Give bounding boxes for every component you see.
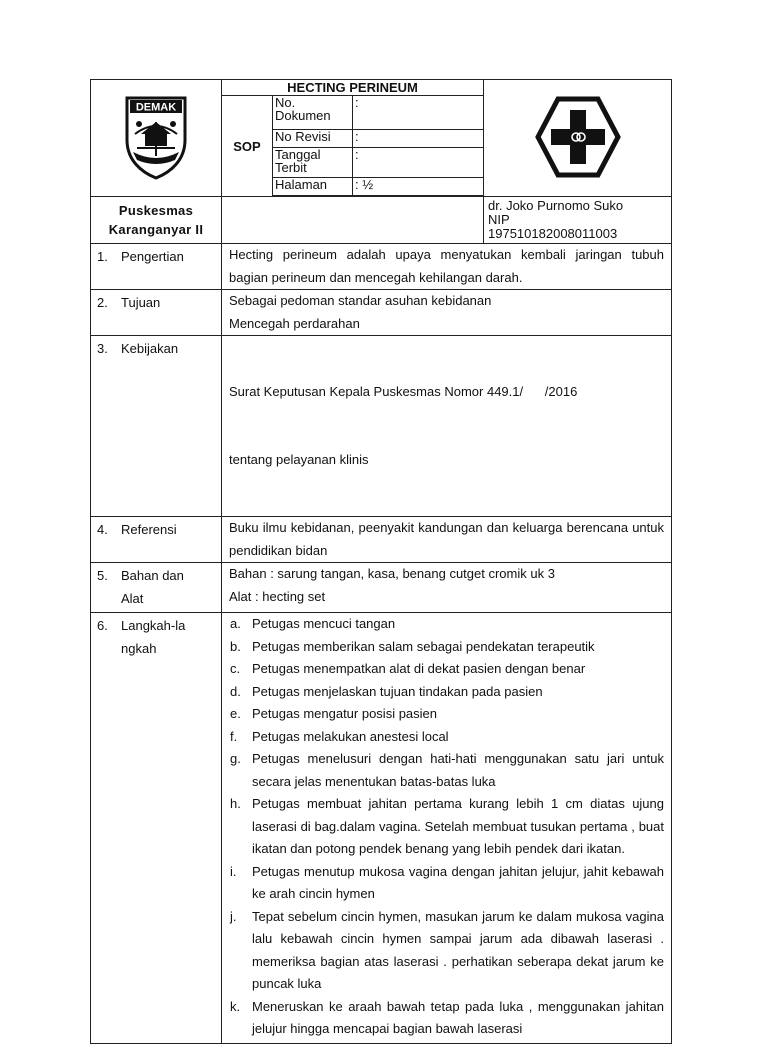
step-item: [222, 748, 671, 793]
step-text: Petugas mencuci tangan: [252, 616, 396, 631]
step-item: [222, 703, 671, 726]
section-row: [91, 336, 672, 517]
step-item: [222, 726, 671, 749]
step-text: Petugas menempatkan alat di dekat pasien dengan benar: [252, 661, 586, 676]
section-row: [91, 290, 672, 336]
section-text: Surat Keputusan Kepala Puskesmas Nomor 449.1/ /2016: [229, 384, 578, 399]
section-number: 2.: [97, 295, 108, 310]
signer-nip: 197510182008011003: [488, 226, 618, 241]
meta-value-no-revisi: :: [353, 130, 484, 148]
section-label: Tujuan: [121, 295, 161, 310]
step-item: [222, 681, 671, 704]
step-text: Petugas menutup mukosa vagina dengan jahitan jelujur, jahit kebawah ke arah cincin hymen: [252, 863, 664, 901]
steps-list: [222, 613, 671, 1041]
step-letter: k.: [230, 998, 241, 1014]
section-row: [91, 563, 672, 613]
meta-label-halaman: Halaman: [273, 178, 353, 196]
step-item: [222, 793, 671, 861]
section-text: Buku ilmu kebidanan, peenyakit kandungan dan keluarga berencana untuk pendidikan bidan: [229, 520, 664, 558]
step-letter: f.: [230, 728, 238, 744]
step-letter: b.: [230, 638, 241, 654]
meta-label-tanggal-terbit: Tanggal Terbit: [273, 148, 353, 178]
section-text: Sebagai pedoman standar asuhan kebidanan: [229, 293, 492, 308]
logo-lettering: DEMAK: [135, 101, 177, 113]
meta-value-tanggal-terbit: :: [353, 148, 484, 178]
step-letter: h.: [230, 796, 241, 811]
section-text: Hecting perineum adalah upaya menyatukan kembali jaringan tubuh bagian perineum dan mencegah kehilangan darah.: [229, 247, 664, 285]
step-text: Petugas membuat jahitan pertama kurang lebih 1 cm diatas ujung laserasi di bag.dalam vagina. Setelah membuat tusukan pertama , buat ikatan dan potong pendek benang yang lebih pendek dari ikatan.: [252, 796, 664, 856]
step-item: [222, 996, 671, 1041]
section-number: 5.: [97, 568, 108, 583]
step-letter: i.: [230, 863, 237, 879]
step-text: Petugas memberikan salam sebagai pendekatan terapeutik: [252, 638, 595, 654]
step-text: Tepat sebelum cincin hymen, masukan jarum ke dalam mukosa vagina lalu kebawah cincin hymen sampai jarum ada dibawah laserasi . memeriksa bagian atas laserasi . perhatikan seberapa dekat jarum ke puncak luka: [252, 908, 664, 991]
section-row: [91, 517, 672, 563]
puskesmas-logo: [535, 96, 621, 178]
demak-regency-logo: [121, 94, 191, 180]
section-row: [91, 244, 672, 290]
meta-label-no-revisi: No Revisi: [273, 130, 353, 148]
sop-label: SOP: [222, 96, 273, 197]
signer-name: dr. Joko Purnomo Suko: [488, 198, 624, 213]
section-label: Kebijakan: [121, 341, 179, 356]
section-number: 3.: [97, 341, 108, 356]
sop-body-table: [90, 243, 672, 1044]
demak-logo-cell: [91, 80, 222, 197]
meta-value-no-dokumen: :: [353, 96, 484, 130]
puskesmas-name-line1: Puskesmas: [118, 203, 194, 218]
puskesmas-name: [91, 197, 222, 244]
step-letter: e.: [230, 706, 241, 721]
signer-nip-label: NIP: [488, 212, 510, 227]
step-text: Petugas melakukan anestesi local: [252, 728, 449, 744]
section-text: tentang pelayanan klinis: [229, 451, 369, 467]
puskesmas-name-line2: Karanganyar II: [108, 222, 204, 237]
section-text: Alat : hecting set: [229, 588, 326, 604]
puskesmas-logo-cell: [484, 80, 672, 197]
meta-label-no-dokumen: No. Dokumen: [273, 96, 353, 130]
section-text: Mencegah perdarahan: [229, 315, 360, 331]
section-label: Referensi: [121, 522, 177, 537]
blank-approval-cell: [222, 197, 484, 244]
step-text: Meneruskan ke araah bawah tetap pada luka , menggunakan jahitan jelujur hingga mencapai bagian bawah laserasi: [252, 998, 664, 1036]
section-text: Bahan : sarung tangan, kasa, benang cutget cromik uk 3: [229, 566, 555, 581]
step-letter: g.: [230, 751, 241, 766]
step-text: Petugas menjelaskan tujuan tindakan pada pasien: [252, 683, 543, 699]
step-item: [222, 906, 671, 996]
section-number: 1.: [97, 249, 108, 264]
steps-row: [91, 613, 672, 1044]
section-number: 4.: [97, 522, 108, 537]
section-label: Langkah-langkah: [121, 618, 186, 656]
step-letter: d.: [230, 683, 241, 699]
step-item: [222, 861, 671, 906]
sop-document: [90, 79, 671, 1044]
step-letter: c.: [230, 661, 241, 676]
step-text: Petugas mengatur posisi pasien: [252, 706, 438, 721]
document-title: HECTING PERINEUM: [222, 80, 484, 96]
step-item: [222, 658, 671, 681]
meta-value-halaman: : ½: [353, 178, 484, 196]
signer-block: [484, 197, 672, 244]
step-item: [222, 636, 671, 659]
section-label: Bahan dan Alat: [121, 568, 184, 606]
step-item: [222, 613, 671, 636]
section-label: Pengertian: [121, 249, 184, 264]
sop-header-table: [90, 79, 672, 244]
section-number: 6.: [97, 618, 108, 633]
step-letter: a.: [230, 616, 241, 631]
step-letter: j.: [230, 908, 237, 924]
step-text: Petugas menelusuri dengan hati-hati menggunakan satu jari untuk secara jelas menentukan batas-batas luka: [252, 751, 664, 789]
